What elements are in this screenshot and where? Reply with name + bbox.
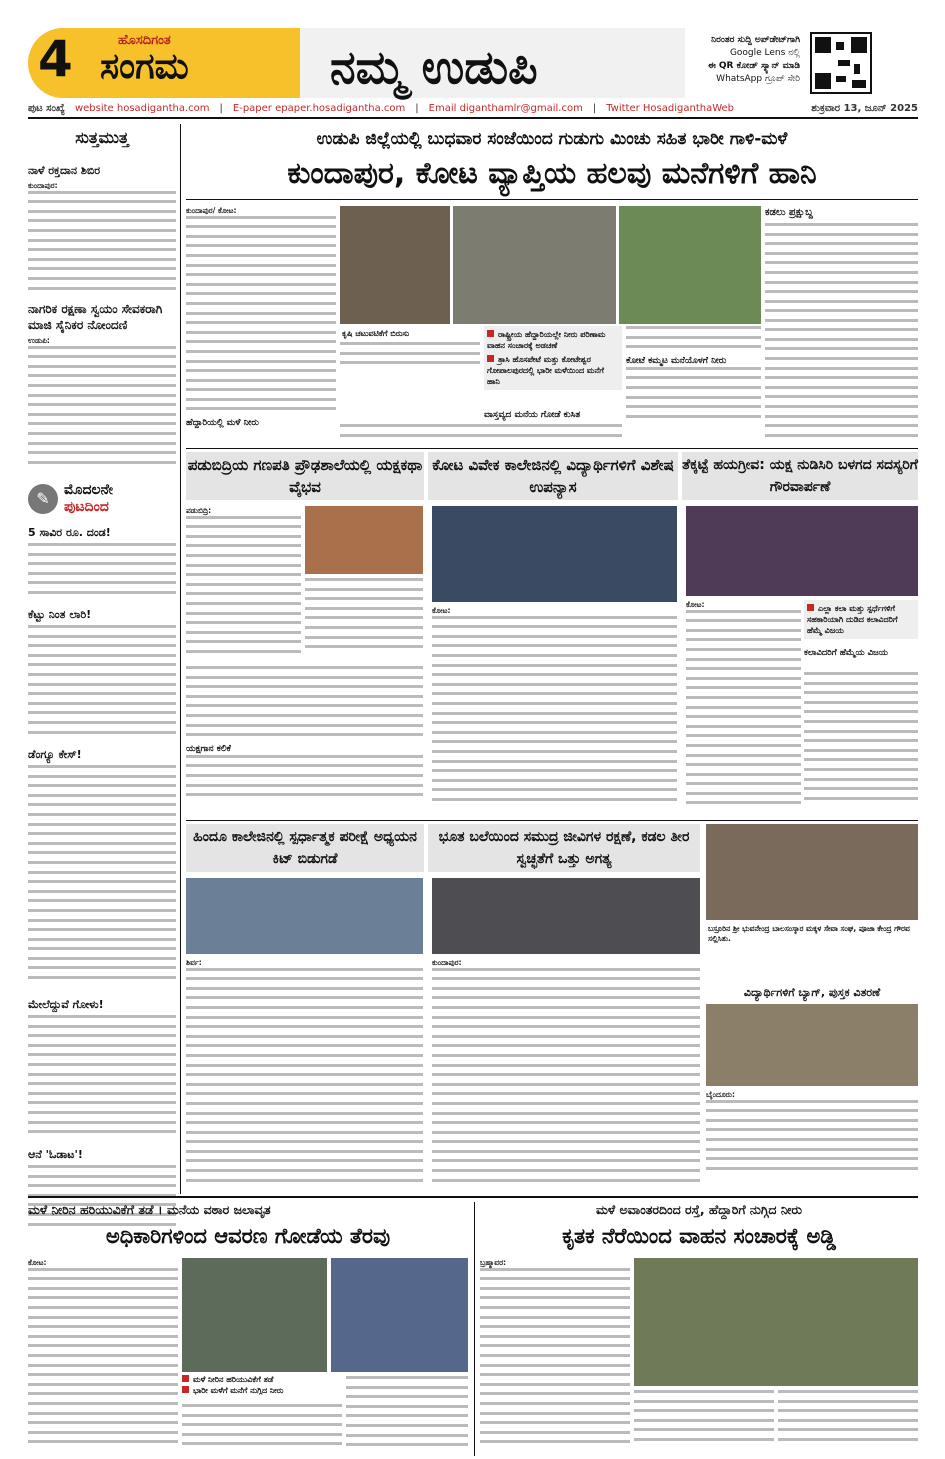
story-headline: ತೆಕ್ಕಟ್ಟೆ ಹಯಗ್ರೀವ: ಯಕ್ಷ ನುಡಿಸಿರಿ ಬಳಗದ ಸದಸ್ಯರಿಗೆ ಗೌರವಾರ್ಪಣೆ (682, 457, 918, 495)
lead-caption-text (340, 342, 480, 382)
story-text (778, 1390, 918, 1456)
promo-text (560, 34, 800, 86)
lead-subhead-3: ಕೋಟೆ ಕಮ್ಮಟ ಮನೆಯೊಳಗೆ ನೀರು (626, 355, 727, 366)
lead-bottom-text (340, 424, 622, 448)
page-label: ಪುಟ ಸಂಖ್ಯೆ (28, 102, 65, 114)
sidebar-more-head: ಡೆಂಗ್ಯೂ ಕೇಸ್! (28, 748, 82, 761)
section-title: ನಮ್ಮ ಉಡುಪಿ (330, 40, 538, 94)
page-number: 4 (38, 30, 73, 88)
story-text (804, 672, 918, 816)
lead-kicker: ಉಡುಪಿ ಜಿಲ್ಲೆಯಲ್ಲಿ ಬುಧವಾರ ಸಂಜೆಯಿಂದ ಗುಡುಗು ಮಿಂಚು ಸಹಿತ ಭಾರೀ ಗಾಳಿ-ಮಳೆ (316, 129, 788, 149)
row-rule (186, 820, 918, 821)
bullet-icon (487, 355, 494, 362)
email-link[interactable]: Email diganthamlr@gmail.com (428, 102, 583, 114)
lead-col-1 (186, 206, 336, 446)
story-text (346, 1376, 468, 1456)
website-link[interactable]: website hosadigantha.com (74, 102, 210, 114)
lead-bullets (484, 326, 622, 390)
sidebar-divider (180, 124, 181, 1194)
row-rule (186, 448, 918, 449)
story-text (186, 506, 301, 662)
promo-line: ನಿರಂತರ ಸುದ್ದಿ ಅಪ್‌ಡೇಟ್‌ಗಾಗಿ (711, 35, 800, 45)
dateline: ಕೋಟ: (28, 1258, 47, 1267)
sidebar-more-head: ಕೆಟ್ಟು ನಿಂತ ಲಾರಿ! (28, 608, 92, 621)
header-rule (28, 117, 918, 119)
sidebar-text-2 (28, 336, 176, 476)
bottom-bullets (182, 1374, 342, 1396)
dateline: ಕುಂದಾಪುರ: (28, 181, 58, 190)
seminar-photo (432, 878, 700, 954)
bag-distribution-photo (706, 1004, 918, 1086)
issue-date: ಶುಕ್ರವಾರ 13, ಜೂನ್ 2025 (811, 102, 918, 114)
promo-line: Google Lens ನಲ್ಲಿ (729, 48, 800, 58)
lead-col-3 (626, 326, 761, 446)
lead-rule (186, 199, 918, 200)
bullet-icon (487, 330, 494, 337)
sidebar-more-text (28, 543, 176, 605)
story-headline: ವಿದ್ಯಾರ್ಥಿಗಳಿಗೆ ಬ್ಯಾಗ್, ಪುಸ್ತಕ ವಿತರಣೆ (743, 986, 881, 999)
story-text (305, 578, 423, 662)
sidebar (28, 124, 176, 1194)
story-text (186, 666, 423, 816)
bottom-divider (474, 1202, 475, 1456)
children-photo (706, 824, 918, 920)
story-headline: ಪಡುಬಿದ್ರಿಯ ಗಣಪತಿ ಪ್ರೌಢಶಾಲೆಯಲ್ಲಿ ಯಕ್ಷಕಥಾ ವೈಭವ (187, 456, 423, 496)
photo-caption: ಬಸ್ರೂರಿನ ಶ್ರೀ ಭುವನೇಂದ್ರ ಬಾಲಸಂಸ್ಕಾರ ಮಕ್ಕಳ ಸೇವಾ ಸಂಘ, ಪೂಜಾ ಕೇಂದ್ರ ಗೌರವ ಸಲ್ಲಿಸಿತು. (706, 922, 918, 946)
epaper-link[interactable]: E-paper epaper.hosadigantha.com (232, 102, 406, 114)
bullet-text: ರಾಷ್ಟ್ರೀಯ ಹೆದ್ದಾರಿಯಲ್ಲೇ ನೀರು ಪರಿಣಾಮ ವಾಹನ ಸಂಚಾರಕ್ಕೆ ಅಡಚಣೆ (487, 330, 606, 350)
story-text (686, 600, 801, 816)
bottom-kicker: ಮಳೆ ನೀರಿನ ಹರಿಯುವಿಕೆಗೆ ತಡೆ । ಮನೆಯ ವಠಾರ ಜಲಾವೃತ (28, 1202, 271, 1217)
bottom-headline: ಅಧಿಕಾರಿಗಳಿಂದ ಆವರಣ ಗೋಡೆಯ ತೆರವು (105, 1224, 391, 1248)
bottom-rule (28, 1196, 918, 1198)
roof-damage-photo (453, 206, 616, 324)
bullet-text: ಮಳೆ ನೀರಿನ ಹರಿಯುವಿಕೆಗೆ ತಡೆ (193, 1375, 274, 1384)
lecture-photo (432, 506, 677, 602)
brand-title: ಸಂಗಮ (100, 46, 189, 87)
felicitation-photo (686, 506, 918, 596)
dateline: ಕೋಟ: (686, 600, 705, 609)
dateline: ಉಡುಪಿ: (28, 336, 50, 345)
dateline: ಪಡುಬಿದ್ರಿ: (186, 506, 212, 515)
story-text (432, 958, 700, 1188)
dateline: ಶಿರ್ವ: (186, 958, 202, 967)
sidebar-head-1: ನಾಳೆ ರಕ್ತದಾನ ಶಿಬಿರ (28, 164, 101, 177)
story-text (480, 1258, 630, 1456)
brand-small: ಹೊಸದಿಗಂತ (118, 33, 171, 48)
badge-bottom: ಪುಟದಿಂದ (64, 499, 109, 515)
story-box (804, 600, 918, 639)
side-head: ಕಡಲು ಪ್ರಕ್ಷುಬ್ದ (765, 207, 813, 218)
qr-code-icon[interactable] (810, 32, 872, 94)
flood-people-photo (182, 1258, 327, 1372)
lead-subhead: ಹೆದ್ದಾರಿಯಲ್ಲಿ ಮಳೆ ನೀರು (186, 418, 259, 429)
badge-top: ಮೊದಲನೇ (64, 482, 113, 498)
dateline: ಕುಂದಾಪುರ: (432, 958, 462, 967)
dateline: ಕೋಟ: (432, 606, 451, 615)
sidebar-text-1 (28, 181, 176, 299)
sidebar-more-head: 5 ಸಾವಿರ ರೂ. ದಂಡ! (28, 526, 111, 539)
sidebar-more-text (28, 1015, 176, 1145)
box-text: ಎಲ್ಲಾ ಕಲಾ ಮತ್ತು ಸ್ಪರ್ಧೆಗಳಿಗೆ ಸಹಕಾರಿಯಾಗಿ ದುಡಿದ ಕಲಾವಿದರಿಗೆ ಹೆಮ್ಮೆ ವಿಜಯ (807, 604, 898, 635)
sidebar-title: ಸುತ್ತಮುತ್ತ (75, 128, 129, 147)
house-damage-photo (340, 206, 450, 324)
story-text (182, 1404, 342, 1456)
yakshagana-photo (305, 506, 423, 574)
lead-side-column (765, 206, 918, 446)
bottom-kicker: ಮಳೆ ಅವಾಂತರದಿಂದ ರಸ್ತೆ, ಹೆದ್ದಾರಿಗೆ ನುಗ್ಗಿದ ನೀರು (596, 1202, 802, 1217)
sidebar-more-text (28, 625, 176, 745)
bullet-icon (182, 1375, 189, 1382)
promo-line: ಈ QR ಕೋಡ್ ಸ್ಕ್ಯಾನ್ ಮಾಡಿ (707, 61, 800, 71)
bullet-icon (182, 1386, 189, 1393)
dateline: ಕುಂದಾಪುರ/ ಕೋಟ: (186, 206, 237, 215)
bullet-text: ತ್ರಾಸಿ ಹೊಸಪೇಟೆ ಮತ್ತು ಕೋಟೇಶ್ವರ ಗೋಪಾಲಪುರದಲ್ಲಿ ಭಾರೀ ಮಳೆಯಿಂದ ಮನೆಗೆ ಹಾನಿ (487, 355, 604, 386)
flooded-road-photo (634, 1258, 918, 1386)
sidebar-head-2: ನಾಗರಿಕ ರಕ್ಷಣಾ ಸ್ವಯಂ ಸೇವಕರಾಗಿ ಮಾಜಿ ಸೈನಿಕರ ನೋಂದಣಿ (28, 302, 163, 332)
story-text (706, 1090, 918, 1188)
story-subhead: ಕಲಾವಿದರಿಗೆ ಹೆಮ್ಮೆಯ ವಿಜಯ (804, 648, 888, 658)
lead-subhead-2: ವಾಸ್ತವ್ಯದ ಮನೆಯ ಗೋಡೆ ಕುಸಿತ (484, 410, 581, 420)
dateline: ಬ್ರಹ್ಮಾವರ: (480, 1258, 507, 1267)
story-text (432, 606, 677, 816)
umbrella-people-photo (331, 1258, 468, 1372)
bottom-headline: ಕೃತಕ ನೆರೆಯಿಂದ ವಾಹನ ಸಂಚಾರಕ್ಕೆ ಅಡ್ಡಿ (562, 1224, 836, 1248)
dateline: ಬೈಂದೂರು: (706, 1090, 735, 1099)
twitter-link[interactable]: Twitter HosadiganthaWeb (606, 102, 735, 114)
bullet-text: ಭಾರೀ ಮಳೆಗೆ ಮನೆಗೆ ನುಗ್ಗಿದ ನೀರು (193, 1386, 284, 1395)
from-front-page-badge (28, 482, 176, 516)
kit-release-photo (186, 878, 423, 954)
story-text (634, 1390, 774, 1456)
photo-caption: ಕೃಷಿ ಚಟುವಟಿಕೆಗೆ ಬಿರುಸು (340, 326, 480, 341)
story-headline: ಕೋಟ ವಿವೇಕ ಕಾಲೇಜಿನಲ್ಲಿ ವಿದ್ಯಾರ್ಥಿಗಳಿಗೆ ವಿಶೇಷ ಉಪನ್ಯಾಸ (432, 456, 674, 496)
bullet-icon (807, 604, 814, 611)
sidebar-more-head: ಆನೆ 'ಓಡಾಟ'! (28, 1148, 83, 1161)
pencil-icon: ✎ (28, 484, 58, 514)
story-text (186, 958, 423, 1188)
promo-line: WhatsApp ಗ್ರೂಪ್ ಸೇರಿ (716, 74, 800, 84)
story-headline: ಭೂತ ಬಲೆಯಿಂದ ಸಮುದ್ರ ಜೀವಿಗಳ ರಕ್ಷಣೆ, ಕಡಲ ತೀರ ಸ್ವಚ್ಛತೆಗೆ ಒತ್ತು ಅಗತ್ಯ (438, 829, 690, 867)
lead-headline: ಕುಂದಾಪುರ, ಕೋಟ ವ್ಯಾಪ್ತಿಯ ಹಲವು ಮನೆಗಳಿಗೆ ಹಾನಿ (287, 156, 817, 191)
sidebar-more-text (28, 765, 176, 995)
story-text (28, 1258, 178, 1456)
sidebar-more-head: ಮೇಲೆದ್ದುವೆ ಗೋಳು! (28, 998, 104, 1011)
story-headline: ಹಿಂದೂ ಕಾಲೇಜಿನಲ್ಲಿ ಸ್ಪರ್ಧಾತ್ಮಕ ಪರೀಕ್ಷೆ ಅಧ್ಯಯನ ಕಿಟ್ ಬಿಡುಗಡೆ (193, 829, 417, 867)
flooded-house-photo (619, 206, 761, 324)
story-subhead: ಯಕ್ಷಗಾನ ಕಲಿಕೆ (186, 743, 231, 754)
subheader-bar: ಪುಟ ಸಂಖ್ಯೆ website hosadigantha.com | E-paper epaper.hosadigantha.com | Email diganthamlr@gmail.com | Twitter HosadiganthaWeb ಶುಕ್ರವಾರ 13, ಜೂನ್ 2025 (28, 102, 918, 114)
